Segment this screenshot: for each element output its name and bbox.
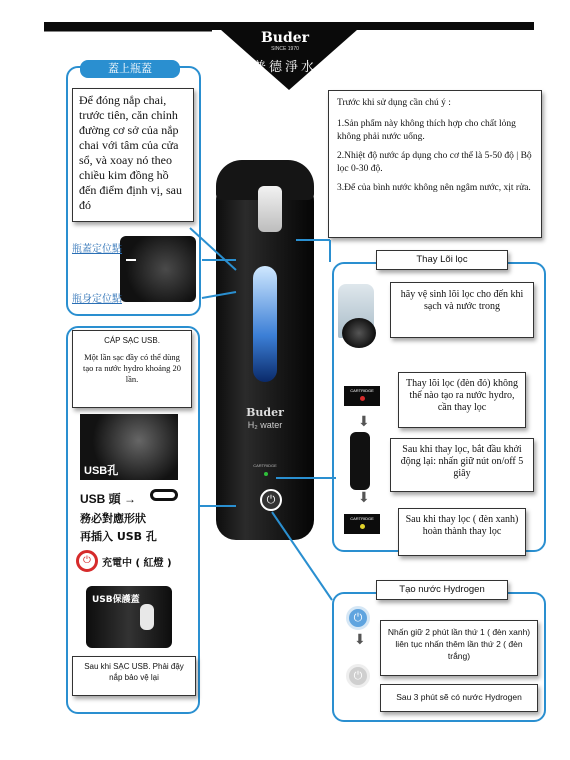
- hydrogen-step-2: Sau 3 phút sẽ có nước Hydrogen: [380, 684, 538, 712]
- usb-title: CÁP SẠC USB.: [104, 336, 160, 345]
- usb-cover-label: USB保護蓋: [92, 595, 140, 605]
- cartridge-label-red: CARTRIDGE: [350, 388, 374, 393]
- cartridge-red-indicator: [344, 386, 380, 406]
- bottle-label: H₂ water: [247, 420, 283, 430]
- usb-description: Một lần sạc đầy có thể dùng tạo ra nước hydro khoảng 20 lần.: [82, 352, 182, 384]
- usb-head-label: USB 頭 →: [80, 492, 137, 506]
- filter-step-1: hãy vệ sinh lõi lọc cho đến khi sạch và nước trong: [390, 282, 534, 338]
- cap-section-title: 蓋上瓶蓋: [80, 60, 180, 78]
- cap-position-label: 瓶蓋定位點: [72, 244, 122, 255]
- usb-charging-label: 充電中 ( 紅燈 ): [102, 558, 172, 569]
- usb-c-connector-icon: [150, 489, 178, 501]
- cartridge-green-indicator: [344, 514, 380, 534]
- usb-cover-plug: [140, 604, 154, 630]
- filter-step-2: Thay lõi lọc (đèn đỏ) không thể nào tạo ra nước hydro, cần thay lọc: [398, 372, 526, 428]
- arrow-down-icon-2: ⬇: [358, 490, 370, 506]
- notice-item-3: 3.Để của bình nước không nên ngâm nước, xịt rửa.: [337, 183, 531, 193]
- white-power-icon: ⏻: [346, 664, 370, 688]
- notice-title: Trước khi sử dụng cần chú ý :: [337, 98, 451, 108]
- bottle-power-button[interactable]: ⏻: [260, 489, 282, 511]
- notice-item-1: 1.Sản phẩm này không thích hợp cho chất lỏng không phải nước uống.: [337, 119, 516, 142]
- filter-title: Thay Lõi lọc: [376, 250, 508, 270]
- brand-since: SINCE 1970: [271, 46, 299, 52]
- red-power-icon: ⏻: [76, 550, 98, 572]
- usb-footer: Sau khi SẠC USB. Phải đậy nắp bảo vệ lại: [72, 656, 196, 696]
- usb-instruction-2: 再插入 USB 孔: [80, 530, 157, 543]
- bottle-small-photo: [350, 432, 370, 490]
- cap-instruction-text: Để đóng nắp chai, trước tiên, căn chỉnh đường cơ sở của nắp chai với tâm của cửa sổ, và xoay nó theo chiều kim đồng hồ đến điểm định vị, sau đó: [72, 88, 194, 222]
- body-position-label: 瓶身定位點: [72, 294, 122, 305]
- filter-step-4: Sau khi thay lọc ( đèn xanh) hoàn thành thay lọc: [398, 508, 526, 556]
- filter-cartridge-photo: [342, 318, 376, 348]
- filter-step-3: Sau khi thay lọc, bắt đầu khởi động lại: nhấn giữ nút on/off 5 giây: [390, 438, 534, 492]
- brand-name: Buder: [260, 30, 310, 46]
- usb-instruction-1: 務必對應形狀: [80, 512, 146, 525]
- red-light-icon: [360, 396, 365, 401]
- green-light-icon: [360, 524, 365, 529]
- hydrogen-title: Tạo nước Hydrogen: [376, 580, 508, 600]
- cartridge-label-green: CARTRIDGE: [350, 516, 374, 521]
- notice-item-2: 2.Nhiệt độ nước áp dụng cho cơ thể là 5-50 độ | Bộ lọc 0-30 độ.: [337, 151, 532, 174]
- bottle-cartridge-label: CARTRIDGE: [253, 463, 277, 468]
- blue-power-icon: ⏻: [346, 606, 370, 630]
- arrow-down-icon: ⬇: [358, 414, 370, 430]
- usb-info-box: [72, 330, 192, 408]
- bottle-brand: Buder: [246, 406, 284, 419]
- arrow-down-icon-3: ⬇: [354, 632, 366, 648]
- usb-port-label: USB孔: [84, 465, 119, 477]
- hydrogen-step-1: Nhấn giữ 2 phút lần thứ 1 ( đèn xanh) liên tục nhấn thêm lần thứ 2 ( đèn trắng): [380, 620, 538, 676]
- brand-chinese: 普德淨水: [252, 60, 317, 75]
